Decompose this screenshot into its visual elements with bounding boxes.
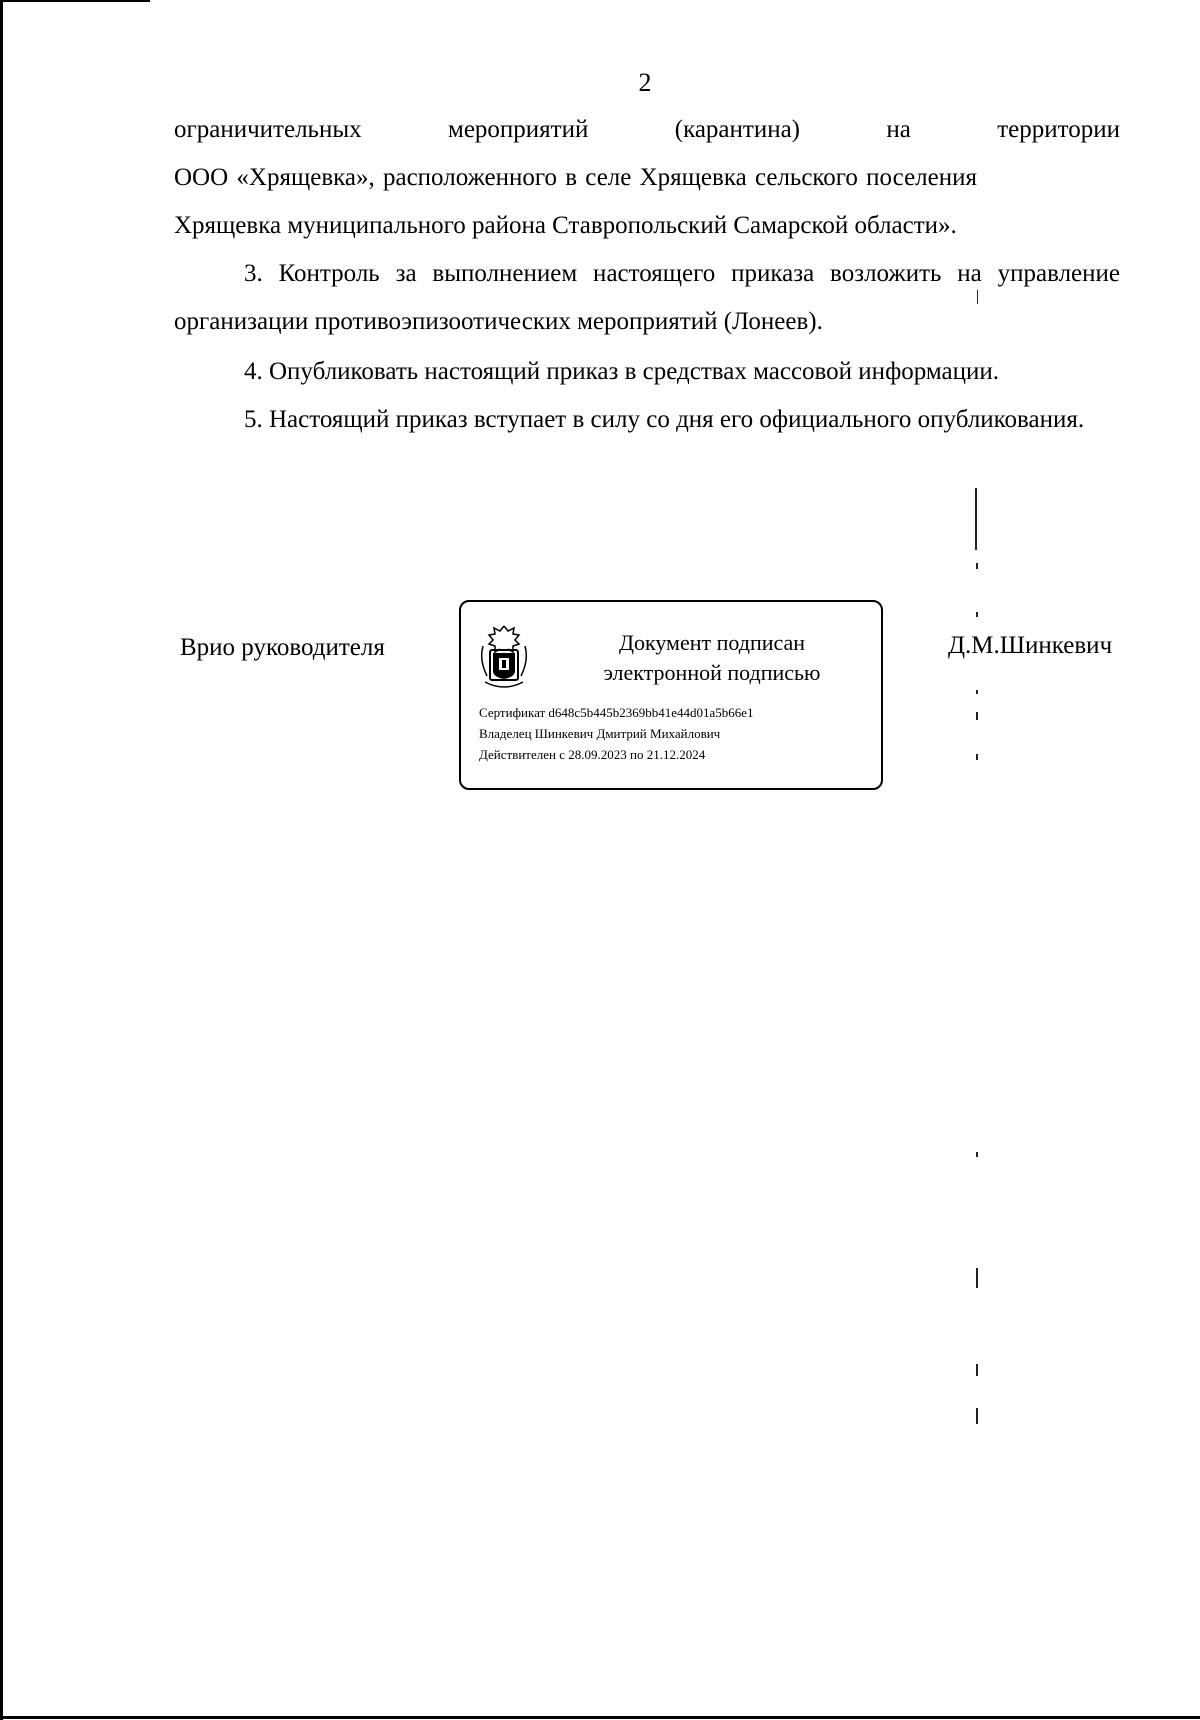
stamp-details — [479, 702, 754, 765]
stamp-heading-line: электронной подписью — [603, 660, 821, 685]
scan-edge — [0, 1716, 1200, 1719]
signer-position: Врио руководителя — [180, 634, 385, 661]
scan-artifact — [976, 754, 978, 760]
text-line: ограничительных мероприятий (карантина) на территории — [174, 116, 1120, 143]
stamp-heading-line: Документ подписан — [618, 630, 806, 655]
page-number: 2 — [638, 68, 652, 97]
continuation-paragraph — [174, 106, 1120, 250]
scan-artifact — [976, 612, 978, 617]
certificate-owner: Владелец Шинкевич Дмитрий Михайлович — [479, 726, 721, 741]
signer-name: Д.М.Шинкевич — [948, 632, 1113, 659]
scan-artifact — [976, 690, 978, 694]
paragraph-item-3: 3. Контроль за выполнением настоящего приказа возложить на управление организации противоэпизоотических мероприятий (Лонеев). — [174, 260, 1120, 335]
paragraph-item-4: 4. Опубликовать настоящий приказ в средствах массовой информации. — [244, 358, 1000, 385]
scan-edge — [0, 0, 150, 2]
certificate-validity: Действителен с 28.09.2023 по 21.12.2024 — [479, 747, 706, 762]
scan-artifact — [975, 488, 977, 550]
paragraph-item-5: 5. Настоящий приказ вступает в силу со дня его официального опубликования. — [244, 406, 1085, 433]
scan-artifact — [976, 1364, 978, 1376]
certificate-number: Сертификат d648c5b445b2369bb41e44d01a5b66e1 — [479, 705, 754, 720]
scan-artifact — [976, 1152, 978, 1157]
coat-of-arms-icon — [477, 624, 531, 690]
text-line: ООО «Хрящевка», расположенного в селе Хрящевка сельского поселения — [174, 164, 978, 191]
scan-artifact — [977, 290, 978, 304]
scan-edge — [0, 0, 3, 1720]
scan-artifact — [976, 1268, 978, 1288]
scan-artifact — [976, 563, 978, 569]
text-line: Хрящевка муниципального района Ставропольский Самарской области». — [174, 212, 957, 239]
scan-artifact — [976, 712, 978, 720]
electronic-signature-stamp — [459, 600, 883, 790]
scan-artifact — [976, 1408, 978, 1424]
stamp-heading — [557, 628, 867, 688]
